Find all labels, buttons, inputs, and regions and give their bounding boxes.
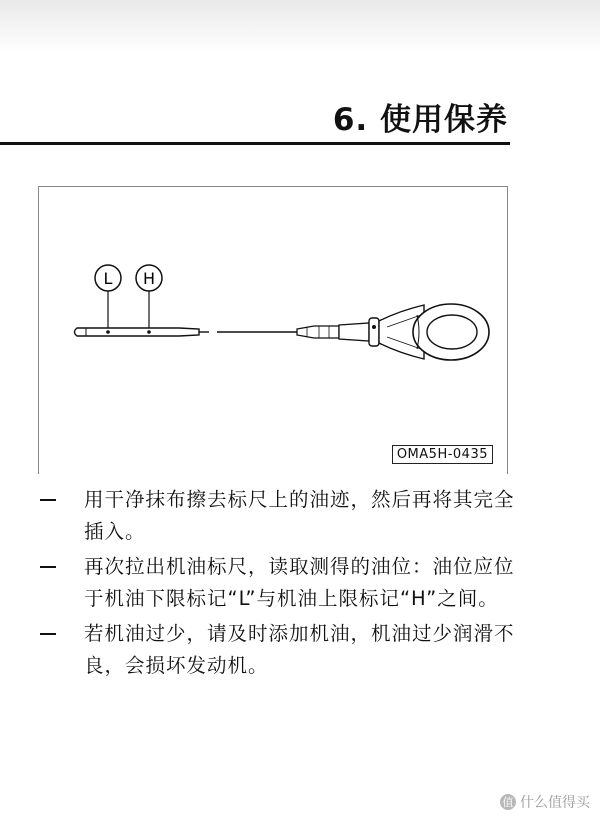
high-mark-label: H [142,269,156,288]
bullet-dash [40,633,56,635]
low-mark-label: L [103,269,113,288]
watermark [500,792,590,812]
bullet-dash [40,566,56,568]
instruction-item [40,551,520,615]
watermark-text: 什么值得买 [520,795,590,811]
instruction-item [40,484,520,548]
top-band [0,0,600,52]
bullet-dash [40,499,56,501]
instruction-text: 再次拉出机油标尺，读取测得的油位：油位应位于机油下限标记“L”与机油上限标记“H”之间。 [84,555,515,610]
dipstick-rod [217,323,369,341]
low-mark-callout [95,265,121,332]
instruction-text: 用干净抹布擦去标尺上的油迹，然后再将其完全插入。 [84,488,515,543]
dipstick-tip [75,328,210,336]
figure-code: OMA5H-0435 [392,445,493,464]
instruction-item [40,618,520,682]
dipstick-illustration [39,187,509,475]
dipstick-handle [369,304,489,360]
value-icon: 值 [500,794,516,810]
instruction-text: 若机油过少，请及时添加机油，机油过少润滑不良，会损坏发动机。 [84,622,515,677]
instruction-list [40,484,520,685]
title-rule [0,142,510,145]
dipstick-figure [38,186,508,474]
high-mark-callout [136,265,162,332]
page-title: 6. 使用保养 [332,102,508,138]
